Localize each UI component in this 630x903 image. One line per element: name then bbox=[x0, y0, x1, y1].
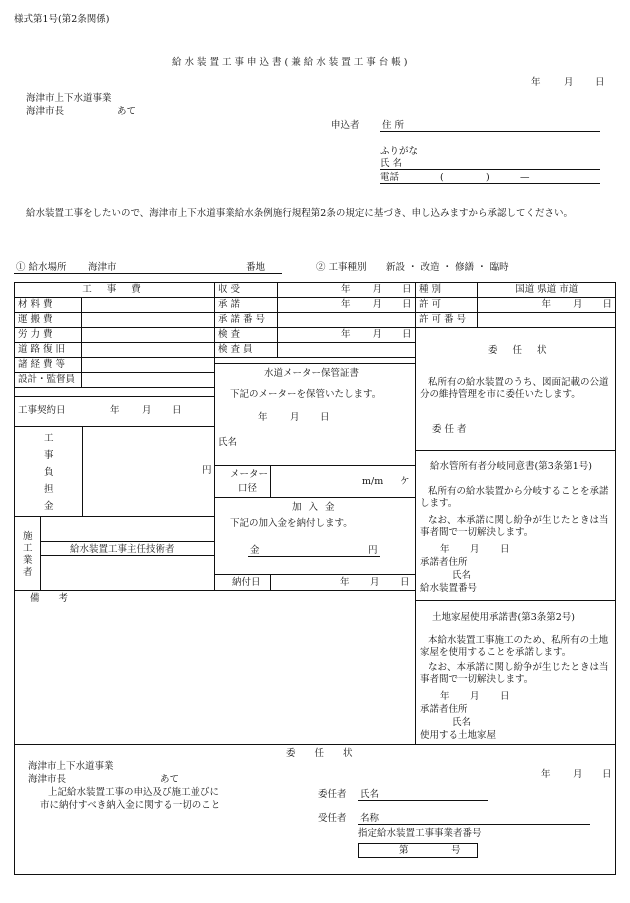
delegation2-suffix: あて bbox=[160, 774, 180, 785]
divider-h-diameter bbox=[214, 465, 415, 466]
page-title: 給水装置工事申込書(兼給水装置工事台帳) bbox=[172, 57, 411, 68]
supply-place-suffix: 番地 bbox=[246, 262, 266, 273]
branch-consent-text1: 私所有の給水装置から分岐することを承諾します。 bbox=[420, 486, 609, 509]
divider-h-engineer-bottom bbox=[40, 555, 215, 556]
land-consent-text2: なお、本承諾に関し紛争が生じたときは当事者間で一切解決します。 bbox=[420, 662, 609, 685]
kind-label: 種 別 bbox=[416, 283, 478, 298]
cost-item-labor: 労 力 費 bbox=[15, 328, 82, 343]
delegation2-mayor: 海津市長 bbox=[28, 774, 67, 785]
phone-field[interactable] bbox=[380, 183, 600, 184]
contract-date-label: 工事契約日 bbox=[18, 405, 66, 416]
chief-engineer-label: 給水装置工事主任技術者 bbox=[70, 544, 175, 555]
delegator-name-field[interactable] bbox=[358, 800, 488, 801]
received-date[interactable]: 年 月 日 bbox=[278, 283, 416, 298]
contractor-char: 工 bbox=[23, 543, 33, 554]
receipt-table bbox=[214, 282, 416, 358]
cost-value[interactable] bbox=[82, 298, 215, 313]
cost-value[interactable] bbox=[82, 343, 215, 358]
land-consent-title: 土地家屋使用承諾書(第3条第2号) bbox=[432, 612, 576, 623]
branch-consent-text2: なお、本承諾に関し紛争が生じたときは当事者間で一切解決します。 bbox=[420, 515, 609, 538]
diameter-unit: m/m bbox=[362, 476, 384, 487]
phone-dash: — bbox=[520, 172, 530, 183]
date-day: 日 bbox=[595, 77, 605, 88]
divider-h-remarks bbox=[14, 590, 416, 591]
address-field[interactable] bbox=[380, 131, 600, 132]
branch-device-no: 給水装置番号 bbox=[420, 583, 478, 594]
designated-no-prefix: 第 bbox=[399, 845, 409, 856]
land-day: 日 bbox=[500, 691, 510, 702]
permit-no-value[interactable] bbox=[478, 313, 616, 328]
agent-label: 受任者 bbox=[318, 813, 347, 824]
burden-char: 担 bbox=[44, 484, 54, 495]
divider-v-contractor bbox=[40, 516, 41, 590]
supply-place-city: 海津市 bbox=[88, 262, 117, 273]
divider-h-contractor bbox=[14, 516, 215, 517]
contractor-char: 者 bbox=[23, 567, 33, 578]
addressee-org: 海津市上下水道事業 bbox=[26, 93, 112, 104]
branch-name: 氏名 bbox=[452, 570, 472, 581]
diameter-count: ケ bbox=[400, 476, 410, 487]
phone-open: ( bbox=[440, 172, 444, 183]
remarks-field[interactable] bbox=[16, 606, 412, 742]
form-number: 様式第1号(第2条関係) bbox=[14, 14, 110, 25]
delegation2-org: 海津市上下水道事業 bbox=[28, 761, 114, 772]
permit-label: 許 可 bbox=[416, 298, 478, 313]
divider-h-engineer-top bbox=[40, 541, 215, 542]
contractor-char: 業 bbox=[23, 555, 33, 566]
delegation2-text2: 市に納付すべき納入金に関する一切のこと bbox=[40, 800, 221, 811]
divider-h-burden bbox=[14, 426, 215, 427]
burden-char: 工 bbox=[44, 433, 54, 444]
branch-address: 承諾者住所 bbox=[420, 557, 468, 568]
cost-value[interactable] bbox=[82, 313, 215, 328]
agent-name-label: 名称 bbox=[360, 813, 380, 824]
cost-header: 工 事 費 bbox=[15, 283, 215, 298]
diameter-label-2: 口径 bbox=[238, 483, 258, 494]
supply-place-field[interactable] bbox=[14, 273, 282, 274]
divider-h-meter bbox=[214, 363, 415, 364]
work-type-options[interactable]: 新設 ・ 改造 ・ 修繕 ・ 臨時 bbox=[386, 262, 509, 273]
contract-year: 年 bbox=[110, 405, 120, 416]
cost-value[interactable] bbox=[82, 358, 215, 373]
addressee-suffix: あて bbox=[117, 106, 137, 117]
delegation2-month: 月 bbox=[573, 769, 583, 780]
delegator-label: 委任者 bbox=[318, 789, 347, 800]
land-consent-text1: 本給水装置工事施工のため、私所有の土地家屋を使用することを承諾します。 bbox=[420, 635, 609, 658]
name-field[interactable] bbox=[380, 169, 600, 170]
approval-no-value[interactable] bbox=[278, 313, 416, 328]
approval-date[interactable]: 年 月 日 bbox=[278, 298, 416, 313]
join-fee-amount-label: 金 bbox=[250, 545, 260, 556]
work-type-label: ② 工事種別 bbox=[316, 262, 367, 273]
burden-char: 負 bbox=[44, 467, 54, 478]
branch-consent-title: 給水管所有者分岐同意書(第3条第1号) bbox=[430, 461, 593, 472]
delegation2-day: 日 bbox=[602, 769, 612, 780]
applicant-name-label: 氏 名 bbox=[380, 158, 403, 169]
branch-day: 日 bbox=[500, 544, 510, 555]
cost-item-material: 材 料 費 bbox=[15, 298, 82, 313]
remarks-label: 備 考 bbox=[30, 593, 77, 604]
join-fee-amount-field[interactable] bbox=[248, 556, 380, 557]
contract-day: 日 bbox=[172, 405, 182, 416]
paid-year: 年 bbox=[340, 577, 350, 588]
divider-h-fee bbox=[214, 497, 415, 498]
delegation1-text: 私所有の給水装置のうち、図面記載の公道分の維持管理を市に委任いたします。 bbox=[420, 377, 609, 400]
paid-month: 月 bbox=[370, 577, 380, 588]
divider-h-paid bbox=[214, 574, 415, 575]
applicant-label: 申込者 bbox=[331, 120, 360, 131]
contractor-char: 施 bbox=[23, 531, 33, 542]
inspection-label: 検 査 bbox=[215, 328, 278, 343]
inspection-date[interactable]: 年 月 日 bbox=[278, 328, 416, 343]
divider-h-delegation2 bbox=[14, 744, 616, 745]
land-month: 月 bbox=[470, 691, 480, 702]
land-year: 年 bbox=[440, 691, 450, 702]
branch-year: 年 bbox=[440, 544, 450, 555]
meter-cert-name-label: 氏名 bbox=[218, 437, 238, 448]
land-use: 使用する土地家屋 bbox=[420, 730, 497, 741]
inspector-value[interactable] bbox=[278, 343, 416, 358]
contract-month: 月 bbox=[142, 405, 152, 416]
applicant-address-label: 住 所 bbox=[382, 120, 405, 131]
cost-item-road: 道 路 復 旧 bbox=[15, 343, 82, 358]
meter-cert-year: 年 bbox=[258, 412, 268, 423]
intro-text: 給水装置工事をしたいので、海津市上下水道事業給水条例施行規程第2条の規定に基づき、申し込みますから承認してください。 bbox=[26, 208, 573, 219]
join-fee-title: 加 入 金 bbox=[292, 502, 337, 513]
inspector-label: 検 査 員 bbox=[215, 343, 278, 358]
meter-cert-month: 月 bbox=[290, 412, 300, 423]
divider-v-burden bbox=[82, 426, 83, 516]
cost-value[interactable] bbox=[82, 373, 215, 388]
divider-h-contract bbox=[14, 396, 215, 397]
permit-date[interactable]: 年 月 日 bbox=[478, 298, 616, 313]
cost-item-transport: 運 搬 費 bbox=[15, 313, 82, 328]
furigana-label: ふりがな bbox=[380, 146, 419, 157]
agent-name-field[interactable] bbox=[358, 824, 590, 825]
burden-yen: 円 bbox=[202, 465, 212, 476]
approval-label: 承 諾 bbox=[215, 298, 278, 313]
paid-date-label: 納付日 bbox=[232, 577, 261, 588]
join-fee-text: 下記の加入金を納付します。 bbox=[230, 518, 353, 529]
divider-v-diameter bbox=[270, 465, 271, 497]
permit-no-label: 許 可 番 号 bbox=[416, 313, 478, 328]
delegation1-title: 委 任 状 bbox=[488, 345, 553, 356]
meter-cert-title: 水道メーター保管証書 bbox=[264, 368, 360, 379]
delegator-name-label: 氏名 bbox=[360, 789, 380, 800]
meter-cert-text: 下記のメーターを保管いたします。 bbox=[230, 389, 382, 400]
phone-close: ) bbox=[486, 172, 490, 183]
divider-h-land bbox=[415, 600, 616, 601]
phone-label: 電話 bbox=[380, 172, 400, 183]
burden-char: 事 bbox=[44, 450, 54, 461]
divider-h-branch bbox=[415, 450, 616, 451]
burden-char: 金 bbox=[44, 501, 54, 512]
supply-place-label: ① 給水場所 bbox=[16, 262, 67, 273]
join-fee-yen: 円 bbox=[368, 545, 378, 556]
approval-no-label: 承 諾 番 号 bbox=[215, 313, 278, 328]
land-name: 氏名 bbox=[452, 717, 472, 728]
land-address: 承諾者住所 bbox=[420, 704, 468, 715]
cost-table bbox=[14, 282, 215, 388]
kind-options[interactable]: 国道 県道 市道 bbox=[478, 283, 616, 298]
received-label: 収 受 bbox=[215, 283, 278, 298]
cost-item-design: 設計・監督員 bbox=[15, 373, 82, 388]
branch-month: 月 bbox=[470, 544, 480, 555]
designated-no-label: 指定給水装置工事事業者番号 bbox=[358, 828, 482, 839]
designated-no-box[interactable] bbox=[358, 843, 478, 858]
date-year: 年 bbox=[531, 77, 541, 88]
paid-day: 日 bbox=[400, 577, 410, 588]
delegation2-text1: 上記給水装置工事の申込及び施工並びに bbox=[48, 787, 220, 798]
cost-value[interactable] bbox=[82, 328, 215, 343]
date-month: 月 bbox=[564, 77, 574, 88]
delegation2-title: 委 任 状 bbox=[286, 748, 361, 759]
addressee-name: 海津市長 bbox=[26, 106, 65, 117]
kind-table bbox=[415, 282, 616, 328]
divider-v-paid bbox=[270, 574, 271, 590]
delegation2-year: 年 bbox=[541, 769, 551, 780]
diameter-label-1: メーター bbox=[230, 469, 269, 480]
delegation1-delegator: 委 任 者 bbox=[432, 424, 467, 435]
meter-cert-day: 日 bbox=[320, 412, 330, 423]
designated-no-suffix: 号 bbox=[451, 845, 461, 856]
cost-item-misc: 諸 経 費 等 bbox=[15, 358, 82, 373]
